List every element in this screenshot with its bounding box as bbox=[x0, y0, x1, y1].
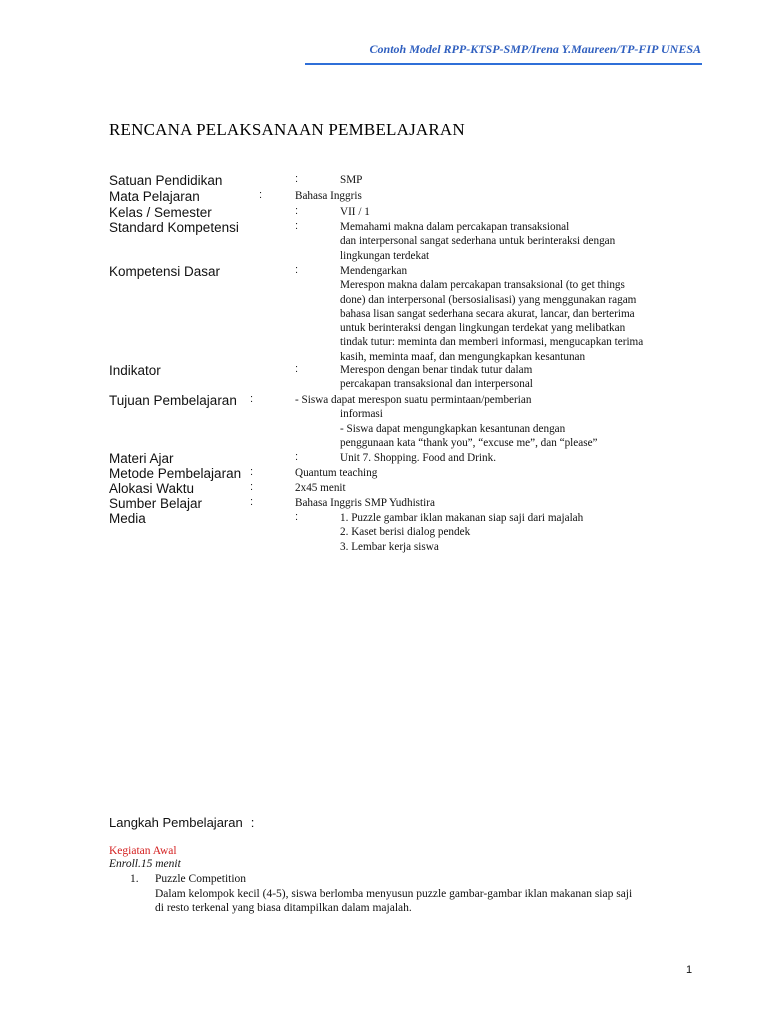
field-value bbox=[340, 363, 533, 392]
field-value-line: percakapan transaksional dan interpersonal bbox=[340, 378, 533, 391]
field-colon: : bbox=[295, 511, 299, 523]
list-item-title: Puzzle Competition bbox=[155, 873, 247, 885]
field-colon: : bbox=[259, 189, 263, 201]
running-header: Contoh Model RPP-KTSP-SMP/Irena Y.Maureen/TP-FIP UNESA bbox=[369, 42, 701, 56]
document-title: RENCANA PELAKSANAAN PEMBELAJARAN bbox=[109, 120, 465, 139]
field-value-line: Unit 7. Shopping. Food and Drink. bbox=[340, 452, 497, 464]
field-value-line: Bahasa Inggris bbox=[295, 190, 362, 202]
field-value-line: untuk berinteraksi dengan lingkungan terdekat yang melibatkan bbox=[340, 322, 626, 335]
field-colon: : bbox=[295, 363, 299, 375]
page-number: 1 bbox=[686, 964, 693, 976]
field-value-line: Merespon dengan benar tindak tutur dalam bbox=[340, 364, 533, 376]
field-colon: : bbox=[295, 205, 299, 217]
field-value bbox=[295, 481, 346, 495]
field-label: Satuan Pendidikan bbox=[109, 173, 223, 188]
field-value-line: 2. Kaset berisi dialog pendek bbox=[340, 526, 471, 539]
field-value-line: Memahami makna dalam percakapan transaksional bbox=[340, 221, 570, 233]
field-label: Indikator bbox=[109, 363, 161, 378]
field-value bbox=[340, 205, 370, 219]
list-item-line: Dalam kelompok kecil (4-5), siswa berlomba menyusun puzzle gambar-gambar iklan makanan siap saji bbox=[155, 887, 633, 900]
field-colon: : bbox=[295, 451, 299, 463]
field-value bbox=[340, 511, 583, 554]
field-value-line: 3. Lembar kerja siswa bbox=[340, 540, 439, 553]
field-value-line: Quantum teaching bbox=[295, 467, 378, 479]
field-value-line: - Siswa dapat mengungkapkan kesantunan dengan bbox=[340, 422, 566, 435]
field-label: Mata Pelajaran bbox=[109, 189, 200, 204]
enroll-duration: Enroll.15 menit bbox=[109, 858, 181, 870]
section-title-kegiatan-awal: Kegiatan Awal bbox=[109, 845, 177, 857]
field-value-line: Merespon makna dalam percakapan transaksional (to get things bbox=[340, 279, 625, 292]
field-label: Sumber Belajar bbox=[109, 496, 203, 511]
field-colon: : bbox=[250, 393, 254, 405]
field-value-line: penggunaan kata “thank you”, “excuse me”, dan “please” bbox=[340, 436, 598, 449]
field-label: Kompetensi Dasar bbox=[109, 264, 221, 279]
field-label: Metode Pembelajaran bbox=[109, 466, 242, 481]
field-value-line: kasih, meminta maaf, dan mengungkapkan kesantunan bbox=[340, 350, 586, 363]
field-colon: : bbox=[250, 466, 254, 478]
field-colon: : bbox=[295, 173, 299, 185]
steps-colon: : bbox=[250, 815, 255, 830]
field-value-line: tindak tutur: meminta dan memberi informasi, mengucapkan terima bbox=[340, 336, 644, 349]
field-label: Standard Kompetensi bbox=[109, 220, 239, 235]
field-value-line: Mendengarkan bbox=[340, 265, 408, 277]
header-rule bbox=[305, 63, 702, 65]
field-value-line: Bahasa Inggris SMP Yudhistira bbox=[295, 497, 435, 509]
field-colon: : bbox=[250, 481, 254, 493]
field-colon: : bbox=[250, 496, 254, 508]
field-value bbox=[340, 173, 362, 187]
field-label: Media bbox=[109, 511, 146, 526]
list-item-line: di resto terkenal yang biasa ditampilkan dalam majalah. bbox=[155, 902, 412, 914]
field-label: Tujuan Pembelajaran bbox=[109, 393, 237, 408]
field-value bbox=[295, 496, 435, 510]
field-value-line: bahasa lisan sangat sederhana secara akurat, lancar, dan berterima bbox=[340, 307, 635, 320]
list-item-number: 1. bbox=[130, 873, 139, 885]
field-value-line: dan interpersonal sangat sederhana untuk berinteraksi dengan bbox=[340, 235, 616, 248]
field-value bbox=[340, 264, 643, 364]
field-value-line: SMP bbox=[340, 174, 363, 186]
field-value-line: 1. Puzzle gambar iklan makanan siap saji dari majalah bbox=[340, 512, 584, 524]
field-value-line: VII / 1 bbox=[340, 206, 370, 218]
field-value-line: - Siswa dapat merespon suatu permintaan/pemberian bbox=[295, 394, 532, 406]
field-value-line: done) dan interpersonal (bersosialisasi) yang menggunakan ragam bbox=[340, 293, 637, 306]
field-value-line: informasi bbox=[340, 408, 383, 421]
field-value-line: lingkungan terdekat bbox=[340, 249, 430, 262]
field-colon: : bbox=[295, 264, 299, 276]
field-value bbox=[340, 451, 496, 465]
field-value-line: 2x45 menit bbox=[295, 482, 346, 494]
field-value bbox=[295, 189, 362, 203]
field-label: Kelas / Semester bbox=[109, 205, 212, 220]
list-item-body bbox=[155, 872, 632, 916]
steps-heading bbox=[109, 815, 254, 830]
field-value bbox=[340, 220, 615, 263]
field-value bbox=[295, 466, 377, 480]
field-colon: : bbox=[295, 220, 299, 232]
field-label: Materi Ajar bbox=[109, 451, 174, 466]
field-value bbox=[295, 393, 598, 450]
steps-label: Langkah Pembelajaran bbox=[109, 815, 243, 830]
field-label: Alokasi Waktu bbox=[109, 481, 195, 496]
